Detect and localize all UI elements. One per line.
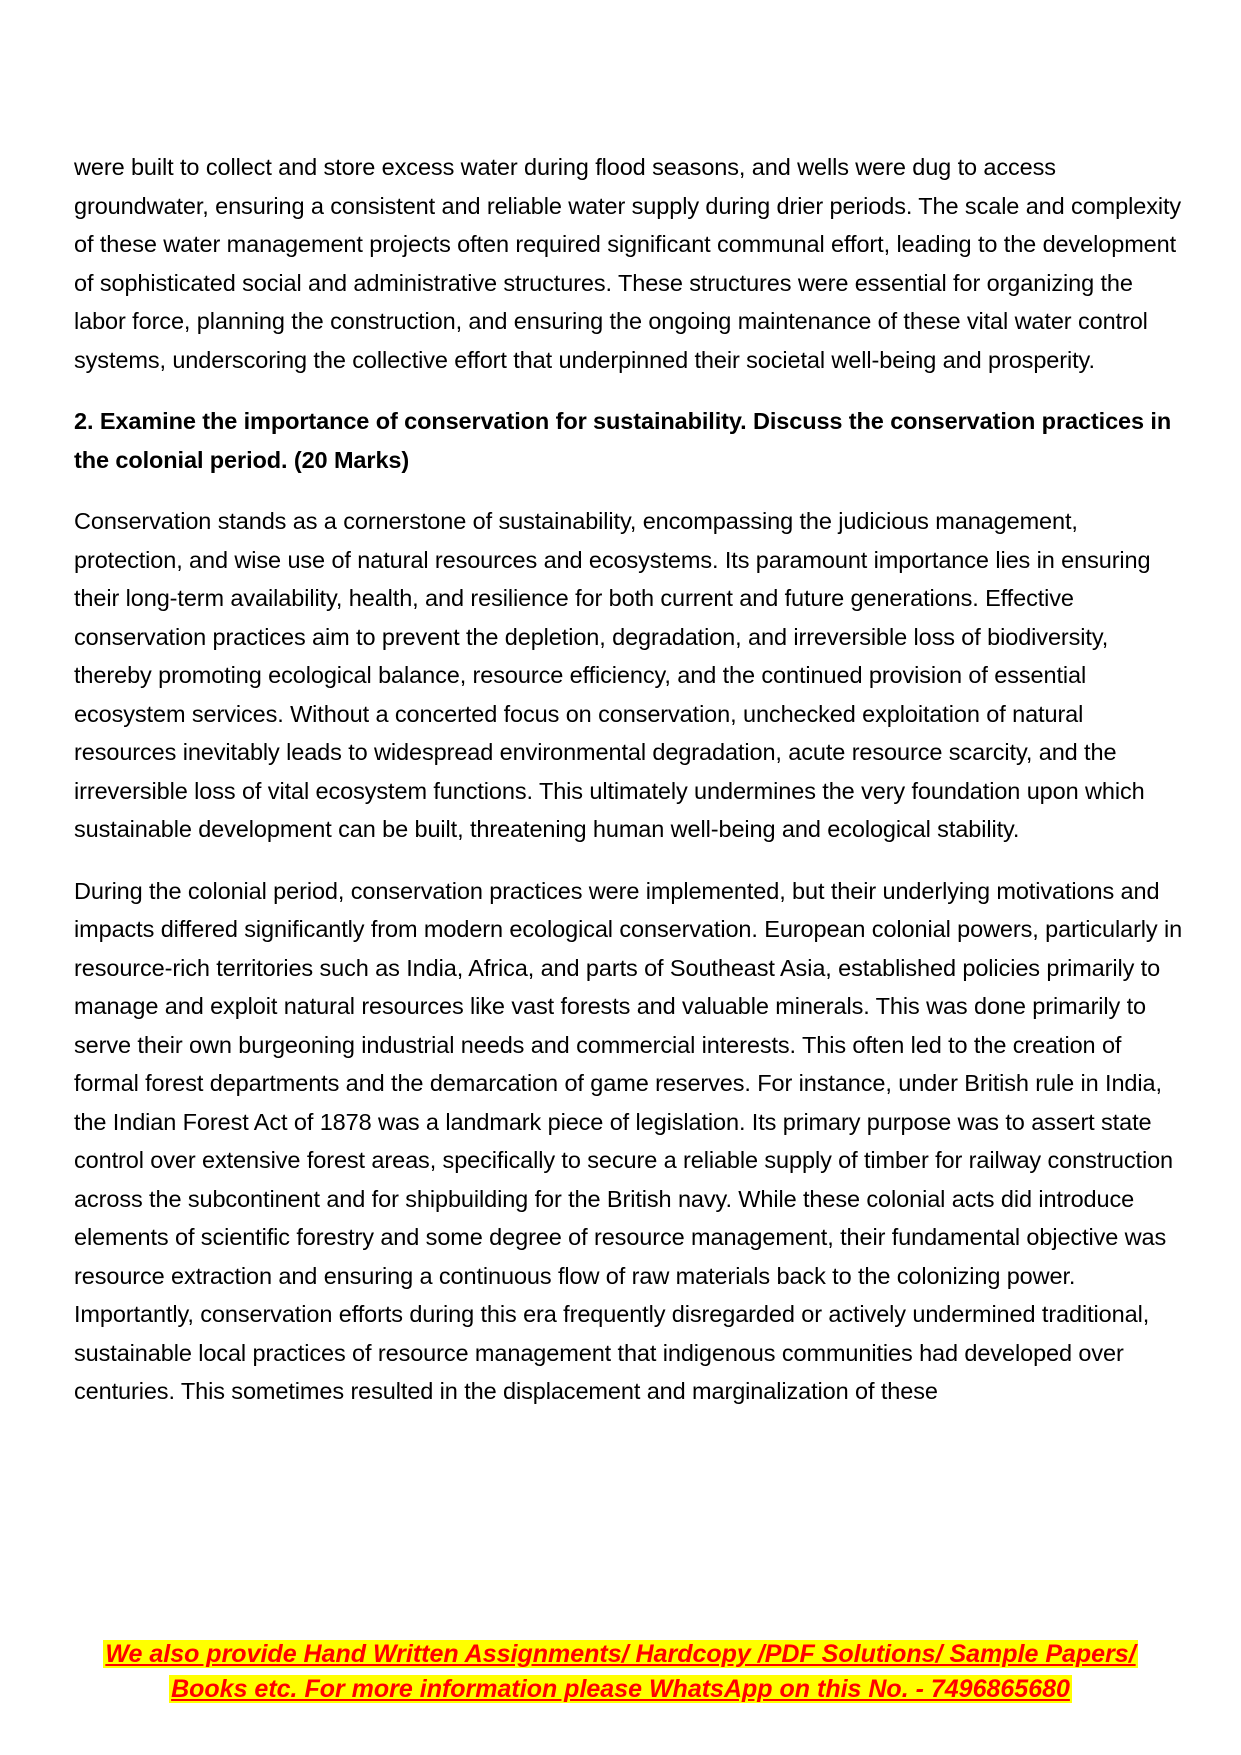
promo-footer-line-1: We also provide Hand Written Assignments/ Hardcopy /PDF Solutions/ Sample Papers/ [105,1640,1136,1668]
promo-footer-line-1-wrap [0,1637,1241,1672]
promo-footer [0,1637,1241,1707]
page-content [74,148,1184,1411]
paragraph-colonial-conservation: During the colonial period, conservation practices were implemented, but their underlying motivations and impacts differed significantly from modern ecological conservation. European colonial powers, particularly in resource-rich territories such as India, Africa, and parts of Southeast Asia, established policies primarily to manage and exploit natural resources like vast forests and valuable minerals. This was done primarily to serve their own burgeoning industrial needs and commercial interests. This often led to the creation of formal forest departments and the demarcation of game reserves. For instance, under British rule in India, the Indian Forest Act of 1878 was a landmark piece of legislation. Its primary purpose was to assert state control over extensive forest areas, specifically to secure a reliable supply of timber for railway construction across the subcontinent and for shipbuilding for the British navy. While these colonial acts did introduce elements of scientific forestry and some degree of resource management, their fundamental objective was resource extraction and ensuring a continuous flow of raw materials back to the colonizing power. Importantly, conservation efforts during this era frequently disregarded or actively undermined traditional, sustainable local practices of resource management that indigenous communities had developed over centuries. This sometimes resulted in the displacement and marginalization of these [74,877,1183,1404]
promo-footer-line-2-wrap [0,1672,1241,1707]
promo-footer-line-2: Books etc. For more information please WhatsApp on this No. - 7496865680 [171,1675,1070,1703]
paragraph-water-management: were built to collect and store excess water during flood seasons, and wells were dug to access groundwater, ensuring a consistent and reliable water supply during drier periods. The scale and complexity of these water management projects often required significant communal effort, leading to the development of sophisticated social and administrative structures. These structures were essential for organizing the labor force, planning the construction, and ensuring the ongoing maintenance of these vital water control systems, underscoring the collective effort that underpinned their societal well-being and prosperity. [74,154,1182,373]
paragraph-conservation-importance: Conservation stands as a cornerstone of sustainability, encompassing the judicious management, protection, and wise use of natural resources and ecosystems. Its paramount importance lies in ensuring their long-term availability, health, and resilience for both current and future generations. Effective conservation practices aim to prevent the depletion, degradation, and irreversible loss of biodiversity, thereby promoting ecological balance, resource efficiency, and the continued provision of essential ecosystem services. Without a concerted focus on conservation, unchecked exploitation of natural resources inevitably leads to widespread environmental degradation, acute resource scarcity, and the irreversible loss of vital ecosystem functions. This ultimately undermines the very foundation upon which sustainable development can be built, threatening human well-being and ecological stability. [74,508,1151,842]
question-heading: 2. Examine the importance of conservation for sustainability. Discuss the conservation practices in the colonial period. (20 Marks) [74,408,1172,473]
